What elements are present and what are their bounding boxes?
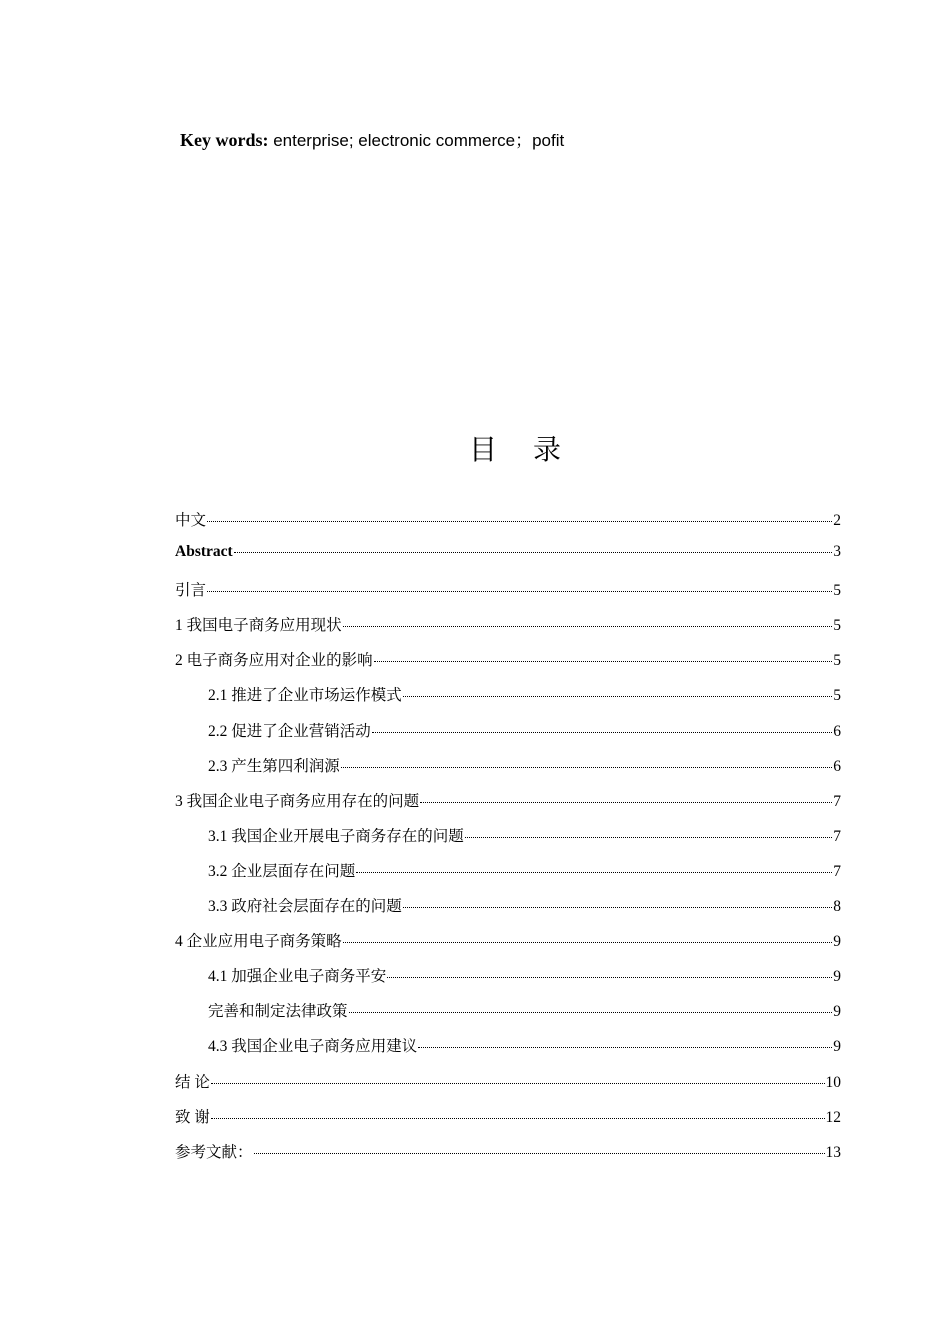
- toc-entry[interactable]: [175, 929, 841, 964]
- toc-title: [0, 428, 950, 468]
- toc-title-part2: 录: [533, 435, 562, 466]
- toc-dot-leader: [372, 732, 832, 733]
- toc-entry-page: 2: [833, 512, 841, 529]
- toc-entry[interactable]: [175, 964, 841, 999]
- toc-entry-label: 2.1 推进了企业市场运作模式: [208, 687, 402, 705]
- toc-entry-page: 5: [833, 652, 841, 670]
- toc-dot-leader: [341, 767, 832, 768]
- toc-entry-page: 9: [833, 1003, 841, 1021]
- toc-entry-page: 9: [833, 968, 841, 986]
- toc-entry-label: 3.2 企业层面存在问题: [208, 862, 356, 880]
- toc-entry-label: 3.1 我国企业开展电子商务存在的问题: [208, 827, 464, 845]
- toc-entry-label: 中文: [175, 512, 207, 529]
- toc-entry[interactable]: [175, 578, 841, 613]
- toc-dot-leader: [207, 521, 832, 522]
- toc-entry-label: 2.2 促进了企业营销活动: [208, 722, 371, 740]
- toc-title-part1: 目: [468, 435, 497, 466]
- toc-dot-leader: [343, 942, 833, 943]
- keywords-label: Key words:: [180, 130, 269, 150]
- toc-entry[interactable]: [175, 999, 841, 1034]
- toc-entry[interactable]: [175, 648, 841, 683]
- toc-entry[interactable]: [175, 894, 841, 929]
- toc-entry-label: 3 我国企业电子商务应用存在的问题: [175, 792, 420, 810]
- toc-entry[interactable]: [175, 859, 841, 894]
- toc-dot-leader: [207, 591, 832, 592]
- toc-entry[interactable]: [175, 1070, 841, 1105]
- keywords-text: enterprise; electronic commerce；pofit: [268, 131, 565, 150]
- toc-dot-leader: [343, 626, 833, 627]
- toc-entry[interactable]: [175, 508, 841, 543]
- toc-dot-leader: [211, 1083, 825, 1084]
- toc-entry[interactable]: [175, 683, 841, 718]
- toc-dot-leader: [211, 1118, 825, 1119]
- toc-entry[interactable]: [175, 1105, 841, 1140]
- toc-entry-label: 2 电子商务应用对企业的影响: [175, 652, 373, 670]
- toc-entry-page: 7: [833, 792, 841, 810]
- toc-dot-leader: [356, 872, 832, 873]
- toc-dot-leader: [387, 977, 832, 978]
- toc-entry-page: 6: [833, 757, 841, 775]
- toc-entry[interactable]: [175, 543, 841, 578]
- toc-dot-leader: [403, 907, 832, 908]
- table-of-contents: [175, 508, 841, 1175]
- toc-entry-page: 13: [825, 1143, 841, 1161]
- toc-entry-label: 4.3 我国企业电子商务应用建议: [208, 1038, 418, 1056]
- toc-entry-page: 7: [833, 827, 841, 845]
- toc-dot-leader: [254, 1153, 825, 1154]
- toc-entry-label: 引言: [175, 582, 207, 600]
- toc-entry-label: 完善和制定法律政策: [208, 1003, 348, 1021]
- toc-entry-page: 3: [833, 543, 841, 561]
- toc-entry-label: 1 我国电子商务应用现状: [175, 617, 342, 635]
- toc-dot-leader: [403, 696, 832, 697]
- toc-entry-page: 5: [833, 582, 841, 600]
- toc-entry-label: 3.3 政府社会层面存在的问题: [208, 898, 402, 916]
- toc-entry[interactable]: [175, 1034, 841, 1069]
- toc-entry-page: 9: [833, 933, 841, 951]
- toc-dot-leader: [465, 837, 832, 838]
- toc-entry[interactable]: [175, 824, 841, 859]
- toc-entry[interactable]: [175, 789, 841, 824]
- toc-entry[interactable]: [175, 754, 841, 789]
- toc-entry-label: 参考文献：: [175, 1143, 253, 1161]
- toc-entry-label: 2.3 产生第四利润源: [208, 757, 340, 775]
- toc-entry-page: 7: [833, 862, 841, 880]
- toc-entry-label: 4 企业应用电子商务策略: [175, 933, 342, 951]
- keywords-line: [180, 126, 564, 151]
- toc-dot-leader: [418, 1047, 832, 1048]
- toc-entry-page: 8: [833, 898, 841, 916]
- toc-entry-page: 9: [833, 1038, 841, 1056]
- toc-dot-leader: [374, 661, 833, 662]
- toc-entry-label: 结 论: [175, 1073, 210, 1091]
- toc-entry-label: 4.1 加强企业电子商务平安: [208, 968, 387, 986]
- toc-entry[interactable]: [175, 1140, 841, 1175]
- toc-entry-page: 6: [833, 722, 841, 740]
- toc-entry[interactable]: [175, 613, 841, 648]
- toc-entry-page: 10: [825, 1073, 841, 1091]
- toc-entry-label: 致 谢: [175, 1108, 210, 1126]
- toc-dot-leader: [349, 1012, 833, 1013]
- toc-entry-page: 5: [833, 617, 841, 635]
- toc-entry-label: Abstract: [175, 543, 233, 561]
- toc-dot-leader: [420, 802, 832, 803]
- toc-entry-page: 12: [825, 1108, 841, 1126]
- toc-entry-page: 5: [833, 687, 841, 705]
- toc-entry[interactable]: [175, 719, 841, 754]
- toc-dot-leader: [234, 552, 833, 553]
